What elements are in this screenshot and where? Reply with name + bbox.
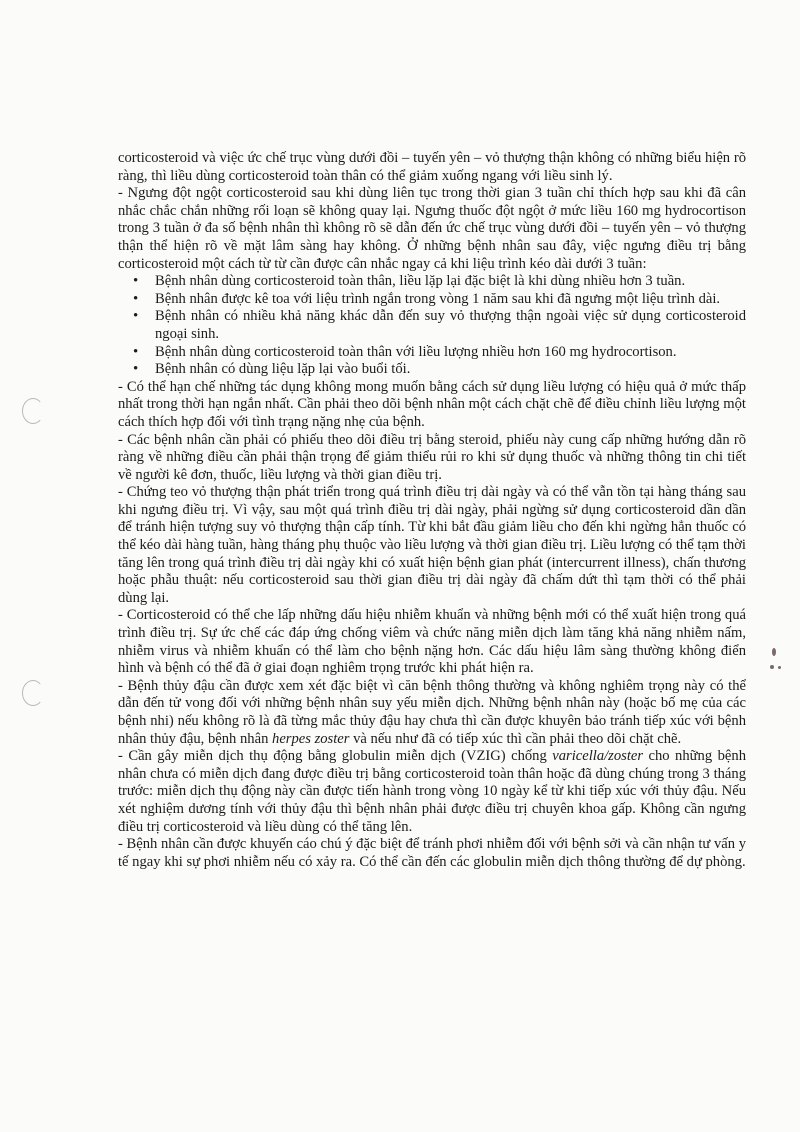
bullet-item: • Bệnh nhân được kê toa với liệu trình ngắn trong vòng 1 năm sau khi đã ngưng một liệu trình dài. <box>155 291 746 309</box>
paragraph: - Các bệnh nhân cần phải có phiếu theo dõi điều trị bằng steroid, phiếu này cung cấp những hướng dẫn rõ ràng về những điều cần phải thận trọng để giảm thiểu rủi ro khi sử dụng thuốc và những thông tin chi tiết về người kê đơn, thuốc, liều lượng và thời gian điều trị. <box>118 431 746 483</box>
text-run: cho những bệnh nhân chưa có miễn dịch đang được điều trị bằng corticosteroid toàn thân hoặc đã dùng chúng trong 3 tháng trước: miễn dịch thụ động này cần được tiến hành trong vòng 10 ngày kể từ khi tiếp xúc với thủy đậu. Nếu xét nghiệm dương tính với thủy đậu thì bệnh nhân phải được điều trị chuyên khoa gấp. Không cần ngưng điều trị corticosteroid và liều dùng có thể tăng lên. <box>118 748 746 835</box>
paragraph: corticosteroid và việc ức chế trục vùng dưới đồi – tuyến yên – vỏ thượng thận không có những biểu hiện rõ ràng, thì liều dùng corticosteroid toàn thân có thể giảm xuống ngang với liều sinh lý. <box>118 150 746 184</box>
scan-mark <box>778 666 781 669</box>
paragraph: - Bệnh nhân cần được khuyến cáo chú ý đặc biệt để tránh phơi nhiễm đối với bệnh sởi và cần nhận tư vấn y tế ngay khi sự phơi nhiễm nếu có xảy ra. Có thể cần đến các globulin miễn dịch thông thường để dự phòng. <box>118 836 746 870</box>
paragraph-varicella <box>118 678 746 748</box>
bullet-item: • Bệnh nhân có dùng liệu lặp lại vào buổi tối. <box>155 361 746 379</box>
punch-hole-top <box>22 398 44 424</box>
scan-mark <box>772 648 776 656</box>
paragraph: - Ngưng đột ngột corticosteroid sau khi dùng liên tục trong thời gian 3 tuần chỉ thích hợp sau khi đã cân nhắc chắc chắn những rối loạn sẽ không quay lại. Ngưng thuốc đột ngột ở mức liều 160 mg hydrocortison trong 3 tuần ở đa số bệnh nhân thì không rõ sẽ dẫn đến ức chế trục vùng dưới đồi – tuyến yên – vỏ thượng thận thể hiện rõ về mặt lâm sàng hay không. Ở những bệnh nhân sau đây, việc ngưng điều trị bằng corticosteroid một cách từ từ cần được cân nhắc ngay cả khi liệu trình kéo dài dưới 3 tuần: <box>118 185 746 272</box>
italic-term: varicella/zoster <box>552 748 644 765</box>
text-run: - Bệnh thủy đậu cần được xem xét đặc biệt vì căn bệnh thông thường và không nghiêm trọng này có thể dẫn đến tử vong đối với những bệnh nhân suy yếu miễn dịch. Những bệnh nhân này (hoặc bố mẹ của các bệnh nhi) nếu không rõ là đã từng mắc thủy đậu hay chưa thì cần được khuyên bảo tránh tiếp xúc với bệnh nhân thủy đậu, bệnh nhân <box>118 677 746 747</box>
bullet-item: • Bệnh nhân dùng corticosteroid toàn thân với liều lượng nhiều hơn 160 mg hydrocortison. <box>155 344 746 362</box>
paragraph-vzig <box>118 748 746 836</box>
paragraph: - Corticosteroid có thể che lấp những dấu hiệu nhiễm khuẩn và những bệnh mới có thể xuất hiện trong quá trình điều trị. Sự ức chế các đáp ứng chống viêm và chức năng miễn dịch làm tăng khả năng nhiễm nấm, nhiễm virus và nhiễm khuẩn có thể làm cho bệnh nặng hơn. Các dấu hiệu lâm sàng thường không điển hình và bệnh có thể đã ở giai đoạn nghiêm trọng trước khi phát hiện ra. <box>118 607 746 677</box>
scan-mark <box>770 665 774 669</box>
italic-term: herpes zoster <box>272 730 350 747</box>
paragraph: - Chứng teo vỏ thượng thận phát triển trong quá trình điều trị dài ngày và có thể vẫn tồn tại hàng tháng sau khi ngưng điều trị. Vì vậy, sau một quá trình điều trị dài ngày, phải ngừng sử dụng corticosteroid dần dần để tránh hiện tượng suy vỏ thượng thận cấp tính. Từ khi bắt đầu giảm liều cho đến khi ngừng hẳn thuốc có thể kéo dài hàng tuần, hàng tháng phụ thuộc vào liều lượng và thời gian điều trị. Liều lượng có thể tạm thời tăng lên trong quá trình điều trị dài ngày khi có xuất hiện bệnh gian phát (intercurrent illness), chấn thương hoặc phẫu thuật: nếu corticosteroid sau thời gian điều trị dài ngày đã chấm dứt thì tạm thời có thể phải dùng lại. <box>118 484 746 606</box>
bullet-item: • Bệnh nhân dùng corticosteroid toàn thân, liều lặp lại đặc biệt là khi dùng nhiều hơn 3 tuần. <box>155 273 746 291</box>
bullet-list <box>118 273 746 379</box>
document-body <box>118 150 746 871</box>
bullet-item: • Bệnh nhân có nhiều khả năng khác dẫn đến suy vỏ thượng thận ngoài việc sử dụng corticosteroid ngoại sinh. <box>155 308 746 343</box>
paragraph: - Có thể hạn chế những tác dụng không mong muốn bằng cách sử dụng liều lượng có hiệu quả ở mức thấp nhất trong thời hạn ngắn nhất. Cần phải theo dõi bệnh nhân một cách chặt chẽ để điều chỉnh liều lượng một cách thích hợp đối với tình trạng nặng nhẹ của bệnh. <box>118 378 746 430</box>
text-run: và nếu như đã có tiếp xúc thì cần phải theo dõi chặt chẽ. <box>349 730 682 747</box>
punch-hole-bottom <box>22 680 44 706</box>
text-run: - Cần gây miễn dịch thụ động bằng globulin miễn dịch (VZIG) chống <box>118 748 553 765</box>
